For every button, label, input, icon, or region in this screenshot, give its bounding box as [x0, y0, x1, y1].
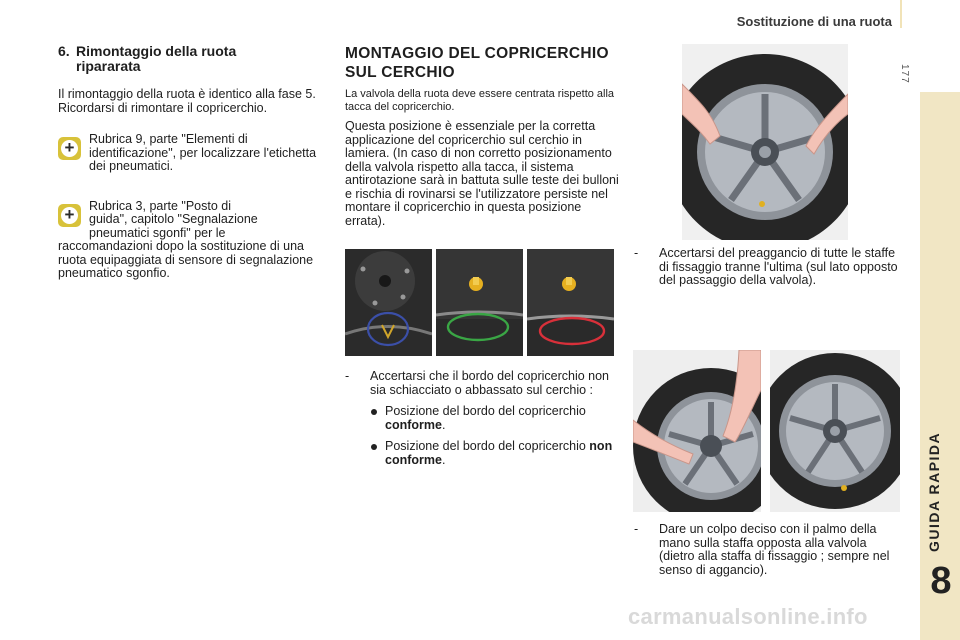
- tip-text: Rubrica 9, parte "Elementi di identificazione", per localizzare l'etichetta dei pneumatici.: [89, 132, 317, 173]
- bullet-palm-strike: [634, 523, 904, 577]
- photo-fitted-hubcap: [770, 350, 900, 512]
- photo-rim-nonconforming: [527, 249, 614, 356]
- chapter-number: 8: [930, 560, 952, 602]
- bullet-dot: [371, 409, 377, 415]
- photo-rim-conforming: [436, 249, 523, 356]
- bullet-dash: -: [634, 246, 639, 260]
- tip-text-line3: pneumatici sgonfi" per le: [89, 225, 226, 240]
- bullet-dot: [371, 444, 377, 450]
- tip-box-tires: [58, 133, 326, 174]
- section-title-line1: Rimontaggio della ruota: [76, 43, 237, 59]
- sub-bullet-text: Posizione del bordo del copricerchio: [385, 439, 586, 453]
- sub-bullet-conforming: Posizione del bordo del copricerchio conforme.: [345, 405, 613, 432]
- sub-bullet-bold: conforme: [385, 417, 442, 432]
- bullet-text: Accertarsi del preaggancio di tutte le staffe di fissaggio tranne l'ultima (sul lato opposto del passaggio della valvola).: [659, 246, 898, 287]
- section-number: 6.: [58, 43, 70, 59]
- section-6-title: [58, 44, 326, 74]
- info-plus-icon: [58, 137, 81, 160]
- sub-bullet-text: Posizione del bordo del copricerchio: [385, 404, 586, 418]
- sub-bullet-bold: non conforme: [385, 439, 613, 467]
- bullet-dash: -: [634, 522, 639, 536]
- section-6-column: [58, 44, 326, 281]
- page-number: 177: [899, 64, 910, 84]
- bullet-preattach-clips: [634, 247, 904, 288]
- bullet-text: Dare un colpo deciso con il palmo della mano sulla staffa opposta alla valvola (dietro alla staffa di fissaggio ; sempre nel senso di aggancio).: [659, 522, 890, 577]
- photo-hands-on-hubcap: [682, 44, 848, 240]
- header-divider: [900, 0, 902, 28]
- montaggio-column: [345, 44, 620, 228]
- montaggio-body: Questa posizione è essenziale per la corretta applicazione del copricerchio sul cerchio in lamiera. (In caso di non corretto posizionamento della valvola rispetto alla tacca, il sistema antirotazione sarà in battuta sulle teste dei bulloni e rischia di rovinarsi se l'utilizzatore persiste nel montare il copricerchio in questa posizione errata).: [345, 119, 619, 228]
- info-plus-icon: [58, 204, 81, 227]
- photo-valve-notch: [345, 249, 432, 356]
- running-header: Sostituzione di una ruota: [736, 14, 892, 29]
- bullet-check-rim-edge: [345, 370, 613, 467]
- watermark: carmanualsonline.info: [628, 604, 868, 629]
- section-title-line2: ripararata: [76, 58, 141, 74]
- sub-bullet-nonconforming: Posizione del bordo del copricerchio non conforme.: [345, 440, 613, 467]
- tip-text-line2: guida", capitolo "Segnalazione: [89, 212, 258, 226]
- chapter-tab: [920, 92, 960, 640]
- tip-text-line1: Rubrica 3, parte "Posto di: [89, 198, 232, 213]
- bullet-dash: -: [345, 369, 350, 383]
- montaggio-title: MONTAGGIO DEL COPRICERCHIO SUL CERCHIO: [345, 45, 609, 81]
- tip-text-rest: raccomandazioni dopo la sostituzione di una ruota equipaggiata di sensore di segnalazione pneumatico sgonfio.: [58, 239, 314, 280]
- chapter-tab-label: GUIDA RAPIDA: [926, 431, 942, 552]
- section-6-body: Il rimontaggio della ruota è identico alla fase 5. Ricordarsi di rimontare il copricerchio.: [58, 87, 316, 115]
- bullet-text: Accertarsi che il bordo del copricerchio non sia schiacciato o abbassato sul cerchio :: [370, 369, 610, 397]
- photo-palm-strike: [633, 350, 761, 512]
- tip-box-sensor: [58, 200, 326, 281]
- montaggio-intro: La valvola della ruota deve essere centrata rispetto alla tacca del copricerchio.: [345, 88, 615, 113]
